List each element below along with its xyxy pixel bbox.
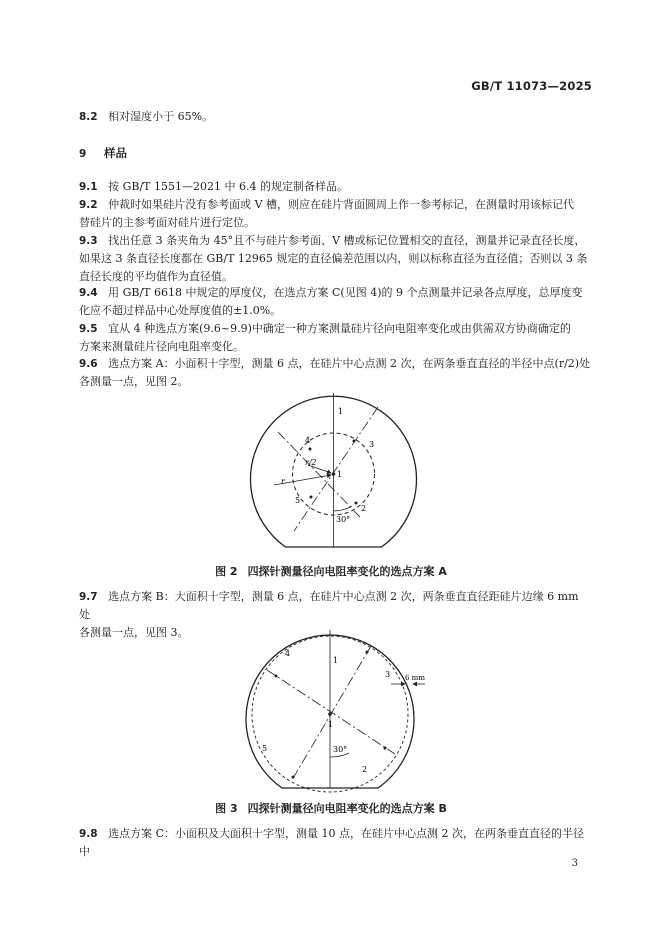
- clause-line: 用 GB/T 6618 中规定的厚度仪，在选点方案 C(见图 4)的 9 个点测量并记录各点厚度，总厚度变: [108, 286, 583, 299]
- clause-number: 9.6: [79, 358, 98, 370]
- clause-number: 9.4: [79, 287, 98, 299]
- figure-title: 四探针测量径向电阻率变化的选点方案 A: [247, 565, 447, 578]
- measure-point: [309, 448, 312, 451]
- label-angle: 30°: [336, 515, 351, 524]
- label-2: 2: [361, 504, 367, 513]
- clause-number: 9.8: [79, 828, 98, 840]
- clause-number: 9.5: [79, 323, 98, 335]
- diameter-line: [292, 646, 371, 780]
- label-r-half: r/2: [305, 458, 317, 467]
- figure-label: 图 3: [215, 802, 238, 815]
- figure-2-diagram: [248, 393, 418, 555]
- measure-point: [292, 776, 295, 779]
- clause-8-2: [79, 108, 591, 126]
- angle-arc: [334, 506, 353, 511]
- label-5: 5: [262, 744, 268, 753]
- label-5: 5: [295, 496, 301, 505]
- measure-point: [366, 651, 369, 654]
- figure-3-caption: [0, 800, 662, 816]
- clause-line: 仲裁时如果硅片没有参考面或 V 槽，则应在硅片背面圆周上作一参考标记，在测量时用该标记代: [108, 198, 575, 211]
- label-1-center: 1: [328, 720, 334, 729]
- section-heading-9: [79, 145, 127, 161]
- label-r: r: [281, 477, 285, 486]
- diameter-line: [267, 670, 395, 754]
- clause-line: 选点方案 B：大面积十字型，测量 6 点，在硅片中心点测 2 次，两条垂直直径距硅片边缘 6 mm 处: [79, 590, 579, 621]
- clause-line: 化应不超过样品中心处厚度值的±1.0%。: [79, 304, 282, 317]
- clause-line: 各测量一点，见图 3。: [79, 626, 189, 639]
- center-point: [328, 712, 332, 716]
- clause-9-1: [79, 178, 591, 196]
- figure-3-diagram: [245, 630, 445, 794]
- label-1-top: 1: [338, 407, 344, 416]
- clause-9-8: [79, 825, 591, 861]
- clause-9-2: [79, 196, 591, 232]
- center-point: [332, 472, 336, 476]
- clause-9-6: [79, 355, 591, 391]
- figure-title: 四探针测量径向电阻率变化的选点方案 B: [247, 802, 447, 815]
- clause-number: 9.1: [79, 181, 98, 193]
- label-4: 4: [285, 649, 291, 658]
- measure-point: [310, 496, 313, 499]
- label-1-center: 1: [337, 470, 343, 479]
- measure-point: [355, 502, 358, 505]
- label-4: 4: [305, 436, 311, 445]
- label-1-top: 1: [333, 656, 339, 665]
- standard-code: GB/T 11073—2025: [471, 79, 592, 93]
- page-number: 3: [571, 858, 578, 869]
- clause-line: 替硅片的主参考面对硅片进行定位。: [79, 216, 255, 229]
- clause-line: 如果这 3 条直径长度都在 GB/T 12965 规定的直径偏差范围以内，则以标称直径为直径值；否则以 3 条: [79, 252, 588, 265]
- clause-9-5: [79, 320, 591, 356]
- clause-line: 直径长度的平均值作为直径值。: [79, 270, 233, 283]
- diameter-line: [278, 432, 360, 517]
- label-3: 3: [385, 670, 391, 679]
- label-angle: 30°: [333, 745, 348, 754]
- label-2: 2: [362, 765, 368, 774]
- clause-9-3: [79, 232, 591, 286]
- measure-point: [353, 440, 356, 443]
- measure-point: [384, 747, 387, 750]
- clause-number: 9.3: [79, 235, 98, 247]
- clause-number: 8.2: [79, 111, 98, 123]
- label-3: 3: [369, 440, 375, 449]
- label-edge-distance: 6 mm: [405, 674, 425, 682]
- clause-line: 各测量一点，见图 2。: [79, 375, 189, 388]
- figure-label: 图 2: [215, 565, 238, 578]
- section-number: 9: [79, 148, 87, 160]
- clause-number: 9.2: [79, 199, 98, 211]
- clause-number: 9.7: [79, 591, 98, 603]
- figure-2-caption: [0, 563, 662, 579]
- clause-text: 相对湿度小于 65%。: [108, 110, 214, 123]
- clause-line: 方案来测量硅片径向电阻率变化。: [79, 340, 244, 353]
- measure-point: [275, 675, 278, 678]
- clause-line: 按 GB/T 1551—2021 中 6.4 的规定制备样品。: [108, 180, 348, 193]
- clause-line: 选点方案 A：小面积十字型，测量 6 点，在硅片中心点测 2 次，在两条垂直直径的半径中点(r/2)处: [108, 357, 591, 370]
- clause-9-4: [79, 284, 591, 320]
- clause-line: 选点方案 C：小面积及大面积十字型，测量 10 点，在硅片中心点测 2 次，在两条垂直直径的半径中: [79, 827, 585, 858]
- clause-line: 宜从 4 种选点方案(9.6~9.9)中确定一种方案测量硅片径向电阻率变化或由供需双方协商确定的: [108, 322, 571, 335]
- clause-line: 找出任意 3 条夹角为 45°且不与硅片参考面、V 槽或标记位置相交的直径，测量并记录直径长度，: [108, 234, 586, 247]
- section-title: 样品: [103, 146, 127, 160]
